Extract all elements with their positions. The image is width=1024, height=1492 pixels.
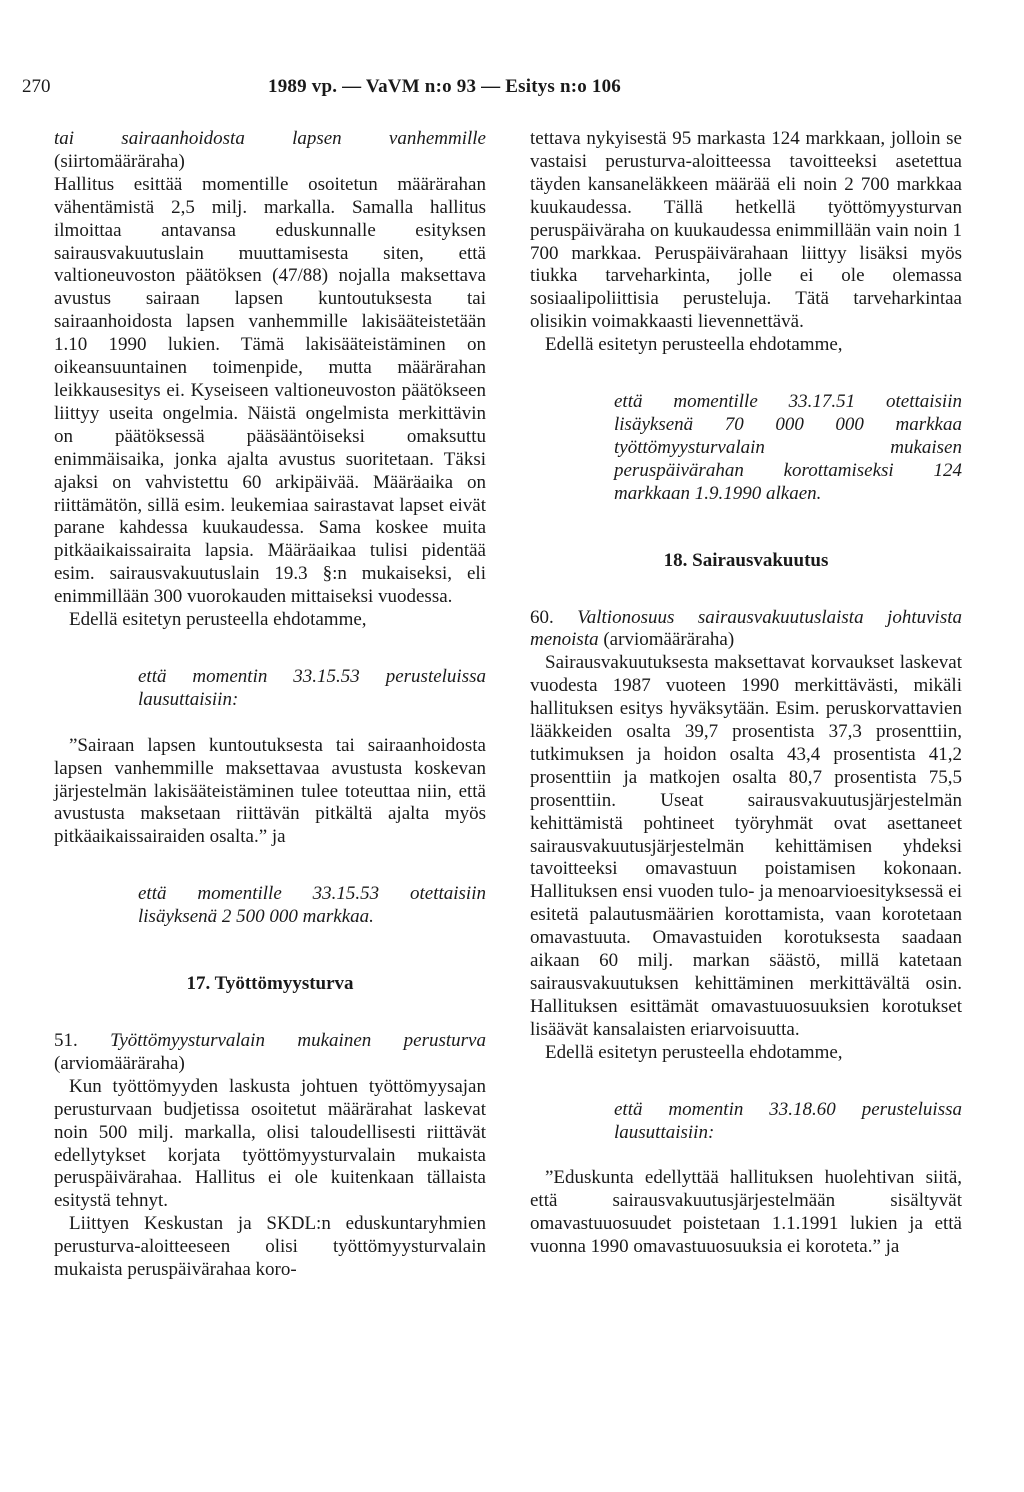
running-title: 1989 vp. — VaVM n:o 93 — Esitys n:o 106 bbox=[268, 76, 622, 97]
paragraph: Hallitus esittää momentille osoitetun määrärahan vähentämistä 2,5 milj. markalla. Samalla hallitus ilmoittaa antavansa eduskunnalle esityksen sairausvakuutuslain muuttamisesta siten, että valtioneuvoston päätöksen (47/88) nojalla maksettava avustus sairaan lapsen kuntoutuksesta tai sairaanhoidosta lapsen vanhemmille lakisääteistetään 1.10 1990 lukien. Tämä lakisääteistäminen on oikeansuuntainen toimenpide, mutta määrärahan leikkausesitys ei. Kyseiseen valtioneuvoston päätökseen liittyy useita ongelmia. Näistä ongelmista merkittävin on päätöksessä pääsääntöiseksi omaksuttu enimmäisaika, jonka ajalta avustus suoritetaan. Täksi ajaksi on vahvistettu 60 arkipäivää. Määräaika on riittämätön, sillä esim. leukemiaa sairastavat lapset eivät parane kahdessa kuukaudessa. Sama koskee muita pitkäaikaissairaita lapsia. Määräaikaa tulisi pidentää esim. sairausvakuutuslain 19.3 §:n mukaiseksi, eli enimmillään 300 vuorokauden mittaiseksi vuodessa. bbox=[54, 173, 486, 608]
proposal: että momentin 33.15.53 perusteluissa lausuttaisiin: bbox=[138, 665, 486, 710]
left-column bbox=[54, 128, 486, 1282]
quote: ”Eduskunta edellyttää hallituksen huolehtivan siitä, että sairausvakuutusjärjestelmään sisältyvät omavastuuosuudet poistetaan 1.1.1991 lukien ja että vuonna 1990 omavastuuosuuksia ei koroteta.” ja bbox=[530, 1167, 962, 1258]
right-column bbox=[530, 128, 962, 1259]
paragraph: Edellä esitetyn perusteella ehdotamme, bbox=[545, 1041, 843, 1063]
page-header bbox=[0, 76, 1024, 106]
page-number: 270 bbox=[22, 76, 51, 97]
paragraph: Sairausvakuutuksesta maksettavat korvaukset laskevat vuodesta 1987 vuoteen 1990 merkittävästi, mikäli hallituksen esitys hyväksytään. Esim. peruskorvattavien lääkkeiden osalta 39,7 prosentista 37,3 prosenttiin, tutkimuksen ja hoidon osalta 43,4 prosentista 41,2 prosenttiin ja matkojen osalta 80,7 prosentista 75,5 prosenttiin. Useat sairausvakuutusjärjestelmän kehittämistä pohtineet työryhmät ovat asettaneet sairausvakuutusjärjestelmän kehittämisen yhdeksi tavoitteeksi omavastuun poistamisen kokonaan. Hallituksen ensi vuoden tulo- ja menoarvioesityksessä ei esitetä palautusmäärien korottamista, vaan korotetaan omavastuuta. Omavastuiden korotuksesta saadaan aikaan 60 milj. markan säästö, millä katetaan sairausvakuutuksen kehittäminen merkittävältä osin. Hallituksen esittämät omavastuuosuuksien korotukset lisäävät kansalaisten eriarvoisuutta. bbox=[530, 652, 962, 1040]
item-heading: 60. Valtionosuus sairausvakuutuslaista johtuvista menoista (arviomääräraha) bbox=[530, 606, 962, 651]
section-heading: 18. Sairausvakuutus bbox=[663, 549, 829, 571]
paragraph: Edellä esitetyn perusteella ehdotamme, bbox=[545, 334, 843, 356]
paragraph: Edellä esitetyn perusteella ehdotamme, bbox=[69, 609, 367, 631]
item-heading-continued: tai sairaanhoidosta lapsen vanhemmille (siirtomääräraha) bbox=[54, 128, 486, 172]
section-heading: 17. Työttömyysturva bbox=[186, 973, 354, 995]
paragraph: tettava nykyisestä 95 markasta 124 markkaan, jolloin se vastaisi perusturva-aloitteessa tavoitteeksi asetettua täyden kansaneläkkeen määrää eli noin 2 700 markkaa kuukaudessa. Tällä hetkellä työttömyysturvan peruspäiväraha on kuukaudessa enimmillään vain noin 1 700 markkaa. Peruspäivärahaan liittyy lisäksi myös tiukka tarveharkinta, jolle ei ole olemassa sosiaalipoliittisia perusteluja. Tätä tarveharkintaa olisikin voimakkaasti lievennettävä. bbox=[530, 128, 962, 333]
paragraph: Kun työttömyyden laskusta johtuen työttömyysajan perusturvaan budjetissa osoitetut määrärahat laskevat noin 500 milj. markalla, olisi taloudellisesti riittävät edellytykset korjata työttömyysturvalain mukaista peruspäivärahaa. Hallitus ei ole kuitenkaan tällaista esitystä tehnyt. bbox=[54, 1075, 486, 1212]
proposal: että momentille 33.15.53 otettaisiin lisäyksenä 2 500 000 markkaa. bbox=[138, 883, 486, 928]
proposal: että momentin 33.18.60 perusteluissa lausuttaisiin: bbox=[614, 1098, 962, 1143]
item-heading: 51. Työttömyysturvalain mukainen perusturva (arviomääräraha) bbox=[54, 1030, 486, 1074]
proposal: että momentille 33.17.51 otettaisiin lisäyksenä 70 000 000 markkaa työttömyysturvalain mukaisen peruspäivärahan korottamiseksi 124 markkaan 1.9.1990 alkaen. bbox=[614, 391, 962, 504]
paragraph: Liittyen Keskustan ja SKDL:n eduskuntaryhmien perusturva-aloitteeseen olisi työttömyysturvalain mukaista peruspäivärahaa koro- bbox=[54, 1213, 486, 1281]
quote: ”Sairaan lapsen kuntoutuksesta tai sairaanhoidosta lapsen vanhemmille maksettavaa avustusta koskevan järjestelmän lakisääteistäminen tulee toteuttaa niin, että avustusta maksetaan riittävän pitkältä ajalta myös pitkäaikaissairaiden osalta.” ja bbox=[54, 734, 486, 848]
